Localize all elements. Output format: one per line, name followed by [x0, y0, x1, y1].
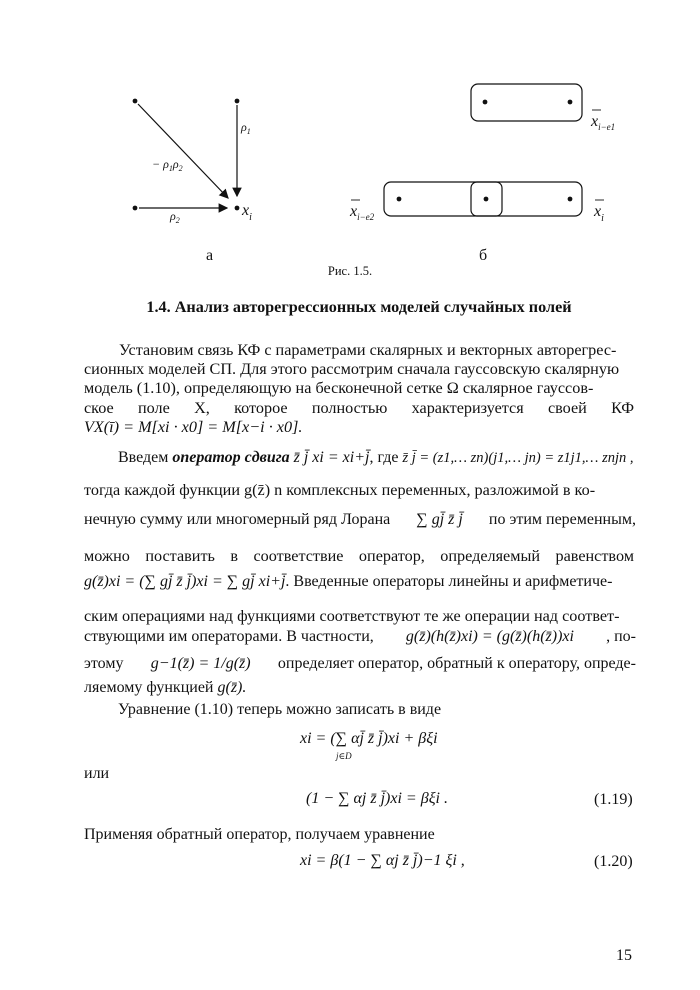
- paragraph-2-line-1: Введем оператор сдвига z̄ j̄ xi = xi+j̄, где z̄ j̄ = (z1,… zn)(j1,… jn) = z1j1,… znjn ,: [118, 449, 634, 466]
- lattice-point: [484, 197, 489, 202]
- figure-part-a: [133, 99, 253, 225]
- paragraph-2-line-2: тогда каждой функции g(z̄) n комплексных переменных, разложимой в ко-: [84, 481, 596, 499]
- label-rho2: $\rho_2$: [170, 209, 180, 225]
- paragraph-4: Применяя обратный оператор, получаем уравнение: [84, 826, 435, 843]
- equation-g: g(z̄).: [217, 679, 247, 696]
- equation-zj: z̄ j̄ = (z1,… zn)(j1,… jn) = z1j1,… znjn ,: [402, 450, 634, 466]
- equation-1-19: (1 − ∑ αj z̄ j̄)xi = βξi .: [306, 790, 448, 807]
- paragraph-2-line-4: можно поставить в соответствие оператор, определяемый равенством: [84, 547, 634, 565]
- paragraph-1-line-2: сионных моделей СП. Для этого рассмотрим сначала гауссовскую скалярную: [84, 360, 620, 378]
- lattice-point: [397, 197, 402, 202]
- equation-1-20: xi = β(1 − ∑ αj z̄ j̄)−1 ξi ,: [300, 852, 465, 869]
- paragraph-1-line-3: модель (1.10), определяющую на бесконечной сетке Ω скалярное гауссов-: [84, 379, 594, 397]
- lattice-point: [133, 206, 138, 211]
- equation-composition: g(z̄)(h(z̄)xi) = (g(z̄)(h(z̄))xi: [405, 628, 574, 645]
- equation-number-1-19: (1.19): [594, 791, 633, 808]
- lattice-point: [568, 100, 573, 105]
- subscript-jD: j∈D: [336, 751, 352, 761]
- equation-laurent: ∑ gj̄ z̄ j̄: [416, 511, 463, 528]
- lattice-point: [483, 100, 488, 105]
- lattice-point: [133, 99, 138, 104]
- figure-label-a: а: [206, 247, 214, 264]
- text-or: или: [84, 765, 110, 782]
- figure-1-5: [0, 0, 700, 260]
- paragraph-1: [84, 340, 634, 361]
- lattice-point: [568, 197, 573, 202]
- equation-operator: g(z̄)xi = (∑ gj̄ z̄ j̄)xi = ∑ gj̄ xi+j̄: [84, 573, 286, 590]
- lattice-point: [235, 99, 240, 104]
- page-number: 15: [616, 947, 632, 964]
- equation-kf: VX(ī) = M[xi · x0] = M[x−i · x0].: [84, 418, 303, 436]
- label-diag: − $\rho_1\rho_2$: [152, 157, 183, 173]
- label-rho1: $\rho_1$: [241, 120, 251, 136]
- equation-shift: z̄ j̄ xi = xi+j̄: [293, 449, 370, 466]
- paragraph-2-line-3: нечную сумму или многомерный ряд Лорана ∑ gj̄ z̄ j̄ по этим переменным,: [84, 511, 636, 528]
- label-xi-a: $x_i$: [242, 202, 252, 223]
- label-xi-b: $x_i$: [594, 203, 604, 224]
- figure-part-b: [349, 84, 615, 224]
- text-line: Установим связь КФ с параметрами скалярных и векторных авторегрес-: [119, 341, 617, 359]
- paragraph-3: Уравнение (1.10) теперь можно записать в виде: [118, 701, 442, 718]
- paragraph-2-line-7: ствующими им операторами. В частности, g(z̄)(h(z̄)xi) = (g(z̄)(h(z̄))xi , по-: [84, 628, 636, 645]
- section-title: 1.4. Анализ авторегрессионных моделей случайных полей: [146, 298, 572, 316]
- paragraph-2-line-5: g(z̄)xi = (∑ gj̄ z̄ j̄)xi = ∑ gj̄ xi+j̄. Введенные операторы линейны и арифметиче-: [84, 573, 613, 590]
- region-top: [471, 84, 582, 121]
- label-xi-e2: $x_{i-e2}$: [350, 203, 375, 222]
- equation-inverse: g−1(z̄) = 1/g(z̄): [150, 655, 251, 672]
- region-bottom: [384, 182, 582, 216]
- paragraph-1-line-4: ское поле X, которое полностью характеризуется своей КФ: [84, 399, 634, 417]
- arrow-diagonal: [138, 104, 228, 198]
- paragraph-2-line-8: этому g−1(z̄) = 1/g(z̄) определяет оператор, обратный к оператору, опреде-: [84, 655, 636, 672]
- term-shift-operator: оператор сдвига: [172, 449, 290, 466]
- figure-caption: Рис. 1.5.: [327, 264, 373, 278]
- paragraph-2-line-6: ским операциями над функциями соответствуют те же операции над соответ-: [84, 607, 620, 625]
- label-xi-e1: $x_{i-e1}$: [591, 113, 616, 132]
- equation-number-1-20: (1.20): [594, 853, 633, 870]
- lattice-point-target: [235, 206, 240, 211]
- figure-label-b: б: [479, 247, 488, 264]
- paragraph-2-line-9: ляемому функцией g(z̄).: [84, 679, 247, 696]
- equation-main: xi = (∑ αj̄ z̄ j̄)xi + βξi: [300, 730, 438, 747]
